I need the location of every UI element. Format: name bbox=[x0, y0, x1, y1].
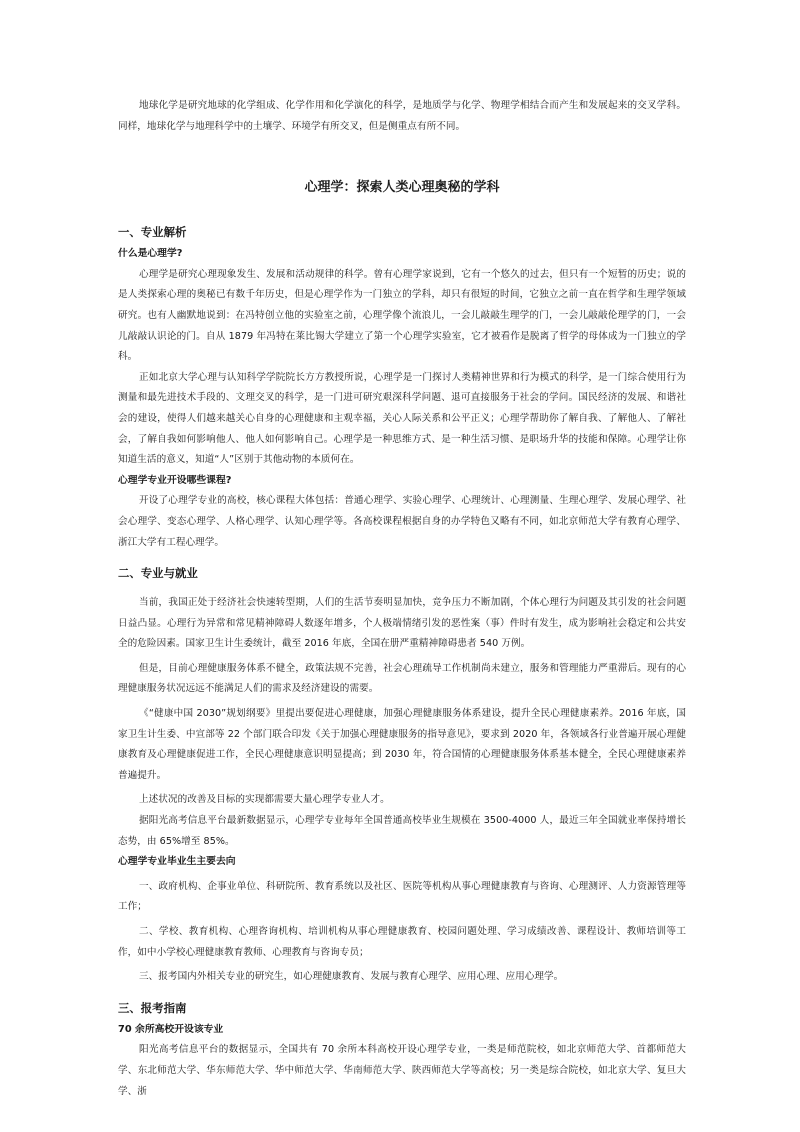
subheading-what-is-psychology: 什么是心理学? bbox=[118, 248, 183, 260]
paragraph: 开设了心理学专业的高校，核心课程大体包括：普通心理学、实验心理学、心理统计、心理测量、生理心理学、发展心理学、社会心理学、变态心理学、人格心理学、认知心理学等。各高校课程根据自身的办学特色又略有不同，如北京师范大学有教育心理学、浙江大学有工程心理学。 bbox=[118, 495, 686, 548]
paragraph: 心理学是研究心理现象发生、发展和活动规律的科学。曾有心理学家说到，它有一个悠久的过去，但只有一个短暂的历史；说的是人类探索心理的奥秘已有数千年历史，但是心理学作为一门独立的学科，却只有很短的时间，它独立之前一直在哲学和生理学领域研究。也有人幽默地说到：在冯特创立他的实验室之前，心理学像个流浪儿，一会儿敲敲生理学的门，一会儿敲敲伦理学的门，一会儿敲敲认识论的门。自从 1879 年冯特在莱比锡大学建立了第一个心理学实验室，它才被看作是脱离了哲学的母体成为一门独立的学科。 bbox=[118, 268, 686, 363]
page-title: 心理学：探索人类心理奥秘的学科 bbox=[304, 180, 500, 196]
paragraph: 但是，目前心理健康服务体系不健全，政策法规不完善，社会心理疏导工作机制尚未建立，服务和管理能力严重滞后。现有的心理健康服务状况远远不能满足人们的需求及经济建设的需要。 bbox=[118, 662, 686, 695]
paragraph: 一、政府机构、企事业单位、科研院所、教育系统以及社区、医院等机构从事心理健康教育与咨询、心理测评、人力资源管理等工作； bbox=[118, 880, 686, 913]
paragraph: 阳光高考信息平台的数据显示，全国共有 70 余所本科高校开设心理学专业，一类是师范院校，如北京师范大学、首都师范大学、东北师范大学、华东师范大学、华中师范大学、华南师范大学、陕西师范大学等高校；另一类是综合院校，如北京大学、复旦大学、浙 bbox=[118, 1044, 686, 1097]
section-heading-admission: 三、报考指南 bbox=[118, 1000, 187, 1015]
document-body bbox=[118, 96, 686, 1102]
subheading-universities: 70 余所高校开设该专业 bbox=[118, 1023, 224, 1035]
paragraph: 据阳光高考信息平台最新数据显示，心理学专业每年全国普通高校毕业生规模在 3500-4000 人，最近三年全国就业率保持增长态势，由 65%增至 85%。 bbox=[118, 815, 686, 847]
subheading-courses: 心理学专业开设哪些课程? bbox=[118, 474, 232, 486]
paragraph: 正如北京大学心理与认知科学学院院长方方教授所说，心理学是一门探讨人类精神世界和行为模式的科学，是一门综合使用行为测量和最先进技术手段的、文理交叉的科学，是一门进可研究艰深科学问题、退可直接服务于社会的学问。国民经济的发展、和谐社会的建设，使得人们越来越关心自身的心理健康和主观幸福，关心人际关系和公平正义；心理学帮助你了解自我、了解他人、了解社会，了解自我如何影响他人、他人如何影响自己。心理学是一种思维方式、是一种生活习惯、是职场升华的技能和保障。心理学让你知道生活的意义，知道“人”区别于其他动物的本质何在。 bbox=[118, 371, 686, 466]
subheading-graduate-destinations: 心理学专业毕业生主要去向 bbox=[118, 856, 236, 868]
paragraph: 当前，我国正处于经济社会快速转型期，人们的生活节奏明显加快，竞争压力不断加剧，个体心理行为问题及其引发的社会问题日益凸显。心理行为异常和常见精神障碍人数逐年增多，个人极端情绪引发的恶性案（事）件时有发生，成为影响社会稳定和公共安全的危险因素。国家卫生计生委统计，截至 2016 年底，全国在册严重精神障碍患者 540 万例。 bbox=[118, 597, 686, 650]
paragraph: 三、报考国内外相关专业的研究生，如心理健康教育、发展与教育心理学、应用心理、应用心理学。 bbox=[139, 971, 564, 983]
section-heading-analysis: 一、专业解析 bbox=[118, 225, 187, 240]
paragraph: 上述状况的改善及目标的实现都需要大量心理学专业人才。 bbox=[139, 794, 390, 806]
paragraph: 二、学校、教育机构、心理咨询机构、培训机构从事心理健康教育、校园问题处理、学习成绩改善、课程设计、教师培训等工作，如中小学校心理健康教育教师、心理教育与咨询专员； bbox=[118, 926, 686, 958]
paragraph: 《“健康中国 2030”规划纲要》里提出要促进心理健康，加强心理健康服务体系建设，提升全民心理健康素养。2016 年底，国家卫生计生委、中宣部等 22 个部门联合印发《关于加强心理健康服务的指导意见》，要求到 2020 年，各领域各行业普遍开展心理健康教育及心理健康促进工作，全民心理健康意识明显提高；到 2030 年，符合国情的心理健康服务体系基本健全，全民心理健康素养普遍提升。 bbox=[118, 708, 686, 781]
intro-paragraph: 地球化学是研究地球的化学组成、化学作用和化学演化的科学，是地质学与化学、物理学相结合而产生和发展起来的交叉学科。同样，地球化学与地理科学中的土壤学、环境学有所交叉，但是侧重点有所不同。 bbox=[118, 100, 686, 132]
section-heading-employment: 二、专业与就业 bbox=[118, 566, 198, 581]
